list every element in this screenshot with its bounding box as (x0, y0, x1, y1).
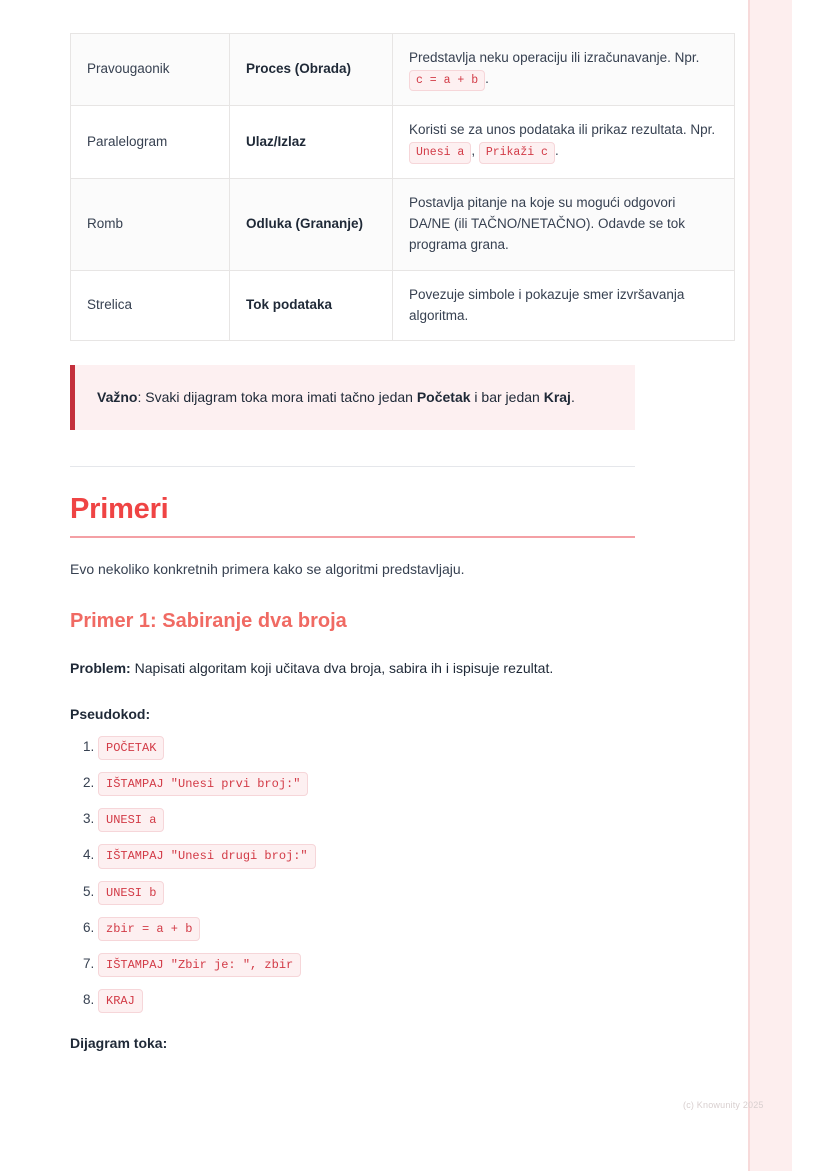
cell-shape: Romb (71, 178, 230, 270)
title-underline (70, 536, 635, 538)
list-item (98, 736, 635, 760)
cell-description: Postavlja pitanje na koje su mogući odgovori DA/NE (ili TAČNO/NETAČNO). Odavde se tok programa grana. (393, 178, 735, 270)
inline-code: IŠTAMPAJ "Unesi prvi broj:" (98, 772, 308, 796)
cell-name: Odluka (Grananje) (230, 178, 393, 270)
diagram-label: Dijagram toka: (70, 1035, 168, 1052)
cell-name: Tok podataka (230, 270, 393, 341)
inline-code: POČETAK (98, 736, 164, 760)
problem-statement (70, 657, 635, 679)
inline-code: zbir = a + b (98, 917, 200, 941)
cell-description: Koristi se za unos podataka ili prikaz rezultata. Npr. Unesi a , Prikaži c . (393, 106, 735, 178)
list-item (98, 808, 635, 832)
cell-name: Ulaz/Izlaz (230, 106, 393, 178)
cell-name: Proces (Obrada) (230, 34, 393, 106)
watermark: (c) Knowunity 2025 (683, 1100, 764, 1110)
note-text-1: : Svaki dijagram toka mora imati tačno jedan (137, 389, 417, 406)
list-item (98, 881, 635, 905)
list-item (98, 844, 635, 868)
inline-code: c = a + b (409, 70, 485, 92)
inline-code: UNESI b (98, 881, 164, 905)
flowchart-symbols-table (70, 33, 735, 341)
important-note (70, 365, 635, 430)
cell-shape: Pravougaonik (71, 34, 230, 106)
table-row (71, 270, 735, 341)
section-lead: Evo nekoliko konkretnih primera kako se algoritmi predstavljaju. (70, 560, 465, 577)
flowchart-symbols-table-wrap (70, 0, 716, 341)
table-body (71, 34, 735, 341)
problem-text: Napisati algoritam koji učitava dva broja, sabira ih i ispisuje rezultat. (130, 660, 554, 677)
table-row (71, 34, 735, 106)
note-bold-1: Početak (416, 389, 471, 406)
table-row (71, 106, 735, 178)
cell-description: Predstavlja neku operaciju ili izračunavanje. Npr. c = a + b . (393, 34, 735, 106)
inline-code: Prikaži c (479, 142, 555, 164)
cell-shape: Paralelogram (71, 106, 230, 178)
inline-code: IŠTAMPAJ "Unesi drugi broj:" (98, 844, 316, 868)
cell-shape: Strelica (71, 270, 230, 341)
list-item (98, 989, 635, 1013)
right-stripe-edge (748, 0, 750, 1171)
problem-label: Problem: (70, 660, 131, 677)
note-label: Važno (97, 389, 138, 406)
table-row (71, 178, 735, 270)
example-title: Primer 1: Sabiranje dva broja (70, 610, 347, 633)
list-item (98, 772, 635, 796)
inline-code: KRAJ (98, 989, 143, 1013)
note-text-3: . (570, 389, 575, 406)
inline-code: Unesi a (409, 142, 471, 164)
document-content (70, 0, 716, 1052)
inline-code: UNESI a (98, 808, 164, 832)
pseudocode-label: Pseudokod: (70, 705, 151, 722)
note-bold-2: Kraj (543, 389, 571, 406)
note-text-2: i bar jedan (470, 389, 544, 406)
list-item (98, 917, 635, 941)
inline-code: IŠTAMPAJ "Zbir je: ", zbir (98, 953, 301, 977)
list-item (98, 953, 635, 977)
page-title: Primeri (70, 492, 169, 525)
pseudocode-steps (70, 736, 635, 1014)
section-divider (70, 466, 635, 467)
cell-description: Povezuje simbole i pokazuje smer izvršavanja algoritma. (393, 270, 735, 341)
right-decorative-stripe (748, 0, 792, 1171)
